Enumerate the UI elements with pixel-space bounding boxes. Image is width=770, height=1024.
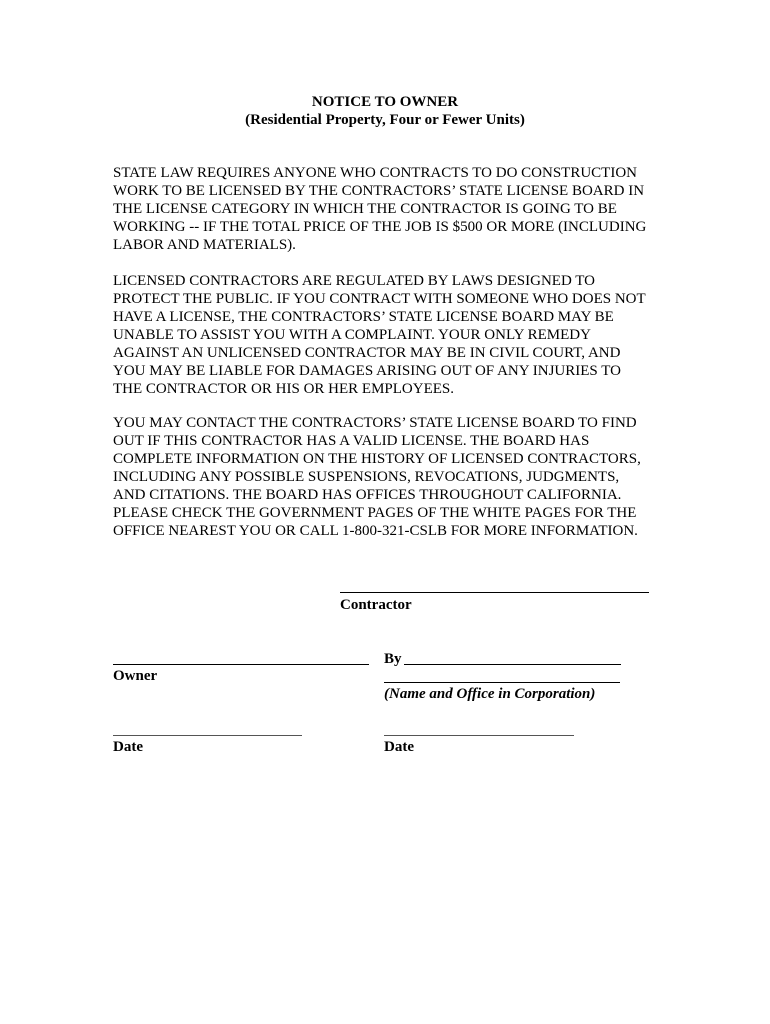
paragraph-line: YOU MAY BE LIABLE FOR DAMAGES ARISING OUT OF ANY INJURIES TO	[113, 363, 621, 379]
name-office-line[interactable]	[384, 682, 620, 683]
paragraph-regulation	[113, 272, 683, 398]
document-subtitle: (Residential Property, Four or Fewer Units)	[245, 112, 525, 128]
owner-signature-line[interactable]	[113, 664, 369, 665]
paragraph-line: COMPLETE INFORMATION ON THE HISTORY OF LICENSED CONTRACTORS,	[113, 451, 641, 467]
paragraph-line: THE LICENSE CATEGORY IN WHICH THE CONTRACTOR IS GOING TO BE	[113, 201, 617, 217]
paragraph-line: HAVE A LICENSE, THE CONTRACTORS’ STATE LICENSE BOARD MAY BE	[113, 309, 614, 325]
paragraph-line: PLEASE CHECK THE GOVERNMENT PAGES OF THE WHITE PAGES FOR THE	[113, 505, 637, 521]
contractor-date-label: Date	[384, 739, 414, 755]
paragraph-line: WORK TO BE LICENSED BY THE CONTRACTORS’ STATE LICENSE BOARD IN	[113, 183, 645, 199]
paragraph-line: OFFICE NEAREST YOU OR CALL 1-800-321-CSLB FOR MORE INFORMATION.	[113, 523, 638, 539]
paragraph-line: OUT IF THIS CONTRACTOR HAS A VALID LICENSE. THE BOARD HAS	[113, 433, 590, 449]
paragraph-line: STATE LAW REQUIRES ANYONE WHO CONTRACTS TO DO CONSTRUCTION	[113, 165, 638, 181]
paragraph-line: AGAINST AN UNLICENSED CONTRACTOR MAY BE IN CIVIL COURT, AND	[113, 345, 621, 361]
paragraph-line: LICENSED CONTRACTORS ARE REGULATED BY LAWS DESIGNED TO	[113, 273, 596, 289]
contractor-signature-line[interactable]	[340, 592, 649, 593]
owner-date-line[interactable]	[113, 735, 302, 736]
paragraph-line: LABOR AND MATERIALS).	[113, 237, 296, 253]
paragraph-line: THE CONTRACTOR OR HIS OR HER EMPLOYEES.	[113, 381, 454, 397]
paragraph-line: PROTECT THE PUBLIC. IF YOU CONTRACT WITH SOMEONE WHO DOES NOT	[113, 291, 646, 307]
paragraph-line: INCLUDING ANY POSSIBLE SUSPENSIONS, REVOCATIONS, JUDGMENTS,	[113, 469, 620, 485]
name-office-label: (Name and Office in Corporation)	[384, 686, 596, 702]
by-label: By	[384, 651, 402, 667]
paragraph-license-requirement	[113, 164, 683, 254]
contractor-label: Contractor	[340, 597, 412, 613]
document-title: NOTICE TO OWNER	[311, 94, 459, 110]
paragraph-line: YOU MAY CONTACT THE CONTRACTORS’ STATE LICENSE BOARD TO FIND	[113, 415, 637, 431]
paragraph-line: WORKING -- IF THE TOTAL PRICE OF THE JOB IS $500 OR MORE (INCLUDING	[113, 219, 647, 235]
contractor-date-line[interactable]	[384, 735, 574, 736]
owner-date-label: Date	[113, 739, 143, 755]
paragraph-line: UNABLE TO ASSIST YOU WITH A COMPLAINT. YOUR ONLY REMEDY	[113, 327, 591, 343]
by-signature-line[interactable]	[404, 664, 621, 665]
paragraph-contact-board	[113, 414, 683, 540]
owner-label: Owner	[113, 668, 158, 684]
paragraph-line: AND CITATIONS. THE BOARD HAS OFFICES THROUGHOUT CALIFORNIA.	[113, 487, 622, 503]
